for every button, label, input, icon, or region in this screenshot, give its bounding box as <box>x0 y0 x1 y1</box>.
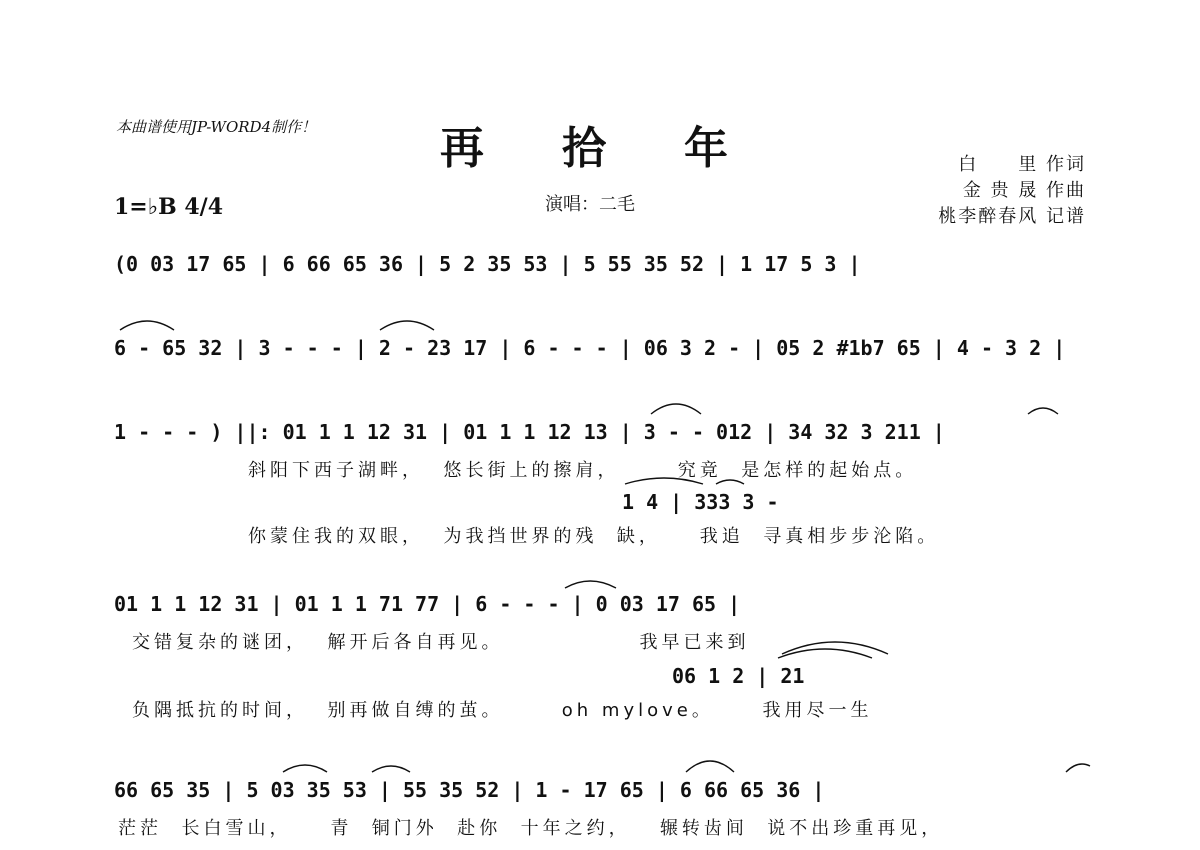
lyricist-credit: 白 里 作词 <box>958 154 1086 175</box>
score-line-3-alt: 1 4 | 333 3 - <box>622 490 779 514</box>
slur-arc <box>1066 764 1090 772</box>
lyric-line-5a: 茫茫 长白雪山， 青 铜门外 赴你 十年之约， 辗转齿间 说不出珍重再见， <box>118 818 944 839</box>
slur-arc <box>778 649 872 658</box>
slur-arc <box>1028 408 1058 414</box>
lyric-line-4a: 交错复杂的谜团， 解开后各自再见。 我早已来到 <box>132 632 750 653</box>
song-title: 再拾年 <box>440 123 806 174</box>
score-line-2: 6 - 65 32 | 3 - - - | 2 - 23 17 | 6 - - - | 06 3 2 - | 05 2 #1b7 65 | 4 - 3 2 | <box>114 336 1066 360</box>
slur-arc <box>565 581 616 588</box>
score-line-1: (0 03 17 65 | 6 66 65 36 | 5 2 35 53 | 5 55 35 52 | 1 17 5 3 | <box>114 252 861 276</box>
lyric-line-4b: 负隅抵抗的时间， 别再做自缚的茧。 oh mylove。 我用尽一生 <box>132 700 873 721</box>
slur-arc <box>782 642 888 654</box>
lyric-line-3b: 你蒙住我的双眼， 为我挡世界的残 缺， 我追 寻真相步步沦陷。 <box>248 526 940 547</box>
slur-arc <box>283 765 327 772</box>
score-line-5: 66 65 35 | 5 03 35 53 | 55 35 52 | 1 - 17 65 | 6 66 65 36 | <box>114 778 825 802</box>
score-line-4-alt: 06 1 2 | 21 <box>672 664 805 688</box>
watermark-text: 本曲谱使用JP-WORD4制作！ <box>116 118 317 136</box>
key-signature: 1=♭B 4/4 <box>114 194 224 220</box>
transcriber-credit: 桃李醉春风 记谱 <box>938 206 1086 227</box>
slur-arc <box>380 321 434 330</box>
composer-credit: 金 贵 晟 作曲 <box>962 180 1086 201</box>
slur-arc <box>120 321 174 330</box>
slur-arc <box>651 404 701 414</box>
lyric-line-3a: 斜阳下西子湖畔， 悠长街上的擦肩， 究竟 是怎样的起始点。 <box>248 460 918 481</box>
singer-label: 演唱：二毛 <box>545 194 635 215</box>
score-line-4: 01 1 1 12 31 | 01 1 1 71 77 | 6 - - - | 0 03 17 65 | <box>114 592 741 616</box>
slur-arc <box>372 766 410 772</box>
score-line-3: 1 - - - ) ||: 01 1 1 12 31 | 01 1 1 12 13 | 3 - - 012 | 34 32 3 211 | <box>114 420 945 444</box>
slur-arc <box>686 761 734 772</box>
